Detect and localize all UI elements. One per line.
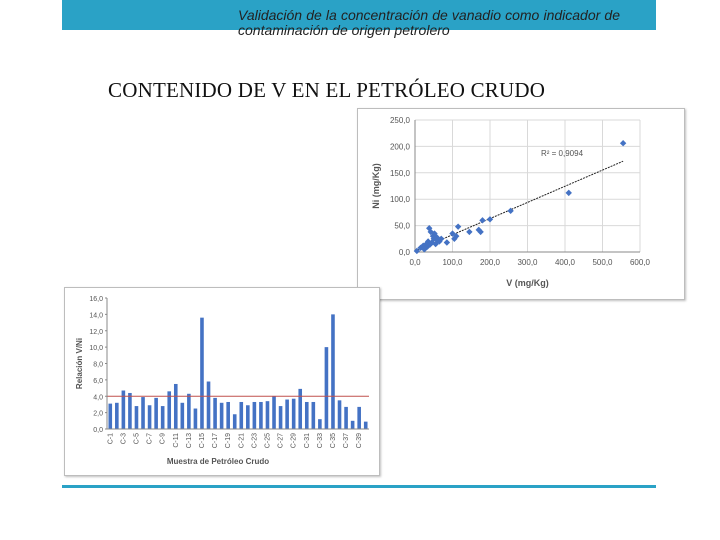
bar-y-tick-label: 2,0 <box>93 410 103 418</box>
bar-y-tick-label: 4,0 <box>93 394 103 402</box>
bar-x-tick-label: C-5 <box>133 433 141 445</box>
scatter-point <box>466 229 472 235</box>
bar-x-tick-label: C-29 <box>290 433 298 449</box>
scatter-x-tick-label: 400,0 <box>554 258 576 267</box>
bar-x-tick-label: C-7 <box>146 433 154 445</box>
bar-chart-bar <box>108 404 112 429</box>
bar-chart-bar <box>351 421 355 429</box>
bar-x-tick-label: C-3 <box>120 433 128 445</box>
scatter-point <box>620 140 626 146</box>
bar-y-tick-label: 10,0 <box>89 345 103 353</box>
bar-chart-bar <box>338 400 342 429</box>
bar-x-tick-label: C-1 <box>107 433 115 445</box>
scatter-x-tick-label: 600,0 <box>629 258 651 267</box>
bar-x-tick-label: C-25 <box>264 433 272 449</box>
bar-chart-bar <box>167 391 171 429</box>
bar-chart-bar <box>181 403 185 429</box>
bar-x-tick-label: C-39 <box>356 433 364 449</box>
scatter-point <box>487 216 493 222</box>
scatter-x-tick-label: 0,0 <box>409 258 421 267</box>
bar-x-tick-label: C-23 <box>251 433 259 449</box>
bar-y-axis-label: Relación V/Ni <box>75 337 84 390</box>
bar-x-tick-label: C-11 <box>172 433 180 448</box>
bar-chart-bar <box>233 414 237 429</box>
bar-chart-bar <box>279 406 283 429</box>
bar-chart-bar <box>364 422 368 429</box>
bar-chart-bar <box>272 396 276 429</box>
bar-chart-bar <box>148 405 152 429</box>
scatter-point <box>566 190 572 196</box>
bar-chart-bar <box>174 384 178 429</box>
scatter-point <box>455 223 461 229</box>
bar-chart-bar <box>292 399 296 429</box>
scatter-x-axis-label: V (mg/Kg) <box>506 278 549 288</box>
bar-x-tick-label: C-9 <box>159 433 167 445</box>
header-text: Validación de la concentración de vanadio como indicador de contaminación de origen petrolero <box>238 7 620 38</box>
bar-chart-bar <box>200 318 204 429</box>
scatter-y-tick-label: 200,0 <box>389 142 410 152</box>
bar-chart-bar <box>226 402 230 429</box>
bar-chart-panel <box>64 287 380 476</box>
scatter-y-tick-label: 0,0 <box>398 248 410 257</box>
scatter-r-squared-label: R² = 0,9094 <box>541 149 584 158</box>
bottom-rule <box>62 485 656 488</box>
bar-chart-bar <box>239 402 243 429</box>
bar-chart-bar <box>141 397 145 429</box>
scatter-y-tick-label: 50,0 <box>394 221 410 231</box>
bar-chart-bar <box>331 314 335 429</box>
bar-chart-bar <box>312 402 316 429</box>
bar-chart-bar <box>298 389 302 429</box>
scatter-x-tick-label: 300,0 <box>517 258 538 267</box>
bar-x-tick-label: C-31 <box>303 433 311 449</box>
bar-y-tick-label: 8,0 <box>93 361 103 369</box>
bar-chart-bar <box>187 394 191 429</box>
scatter-point <box>479 217 485 223</box>
bar-chart-bar <box>161 406 165 429</box>
bar-y-tick-label: 16,0 <box>89 296 103 303</box>
bar-x-tick-label: C-27 <box>277 433 285 449</box>
scatter-chart <box>358 109 684 299</box>
bar-chart <box>65 288 379 475</box>
scatter-trendline <box>415 161 623 251</box>
slide-title: CONTENIDO DE V EN EL PETRÓLEO CRUDO <box>108 78 546 102</box>
bar-y-tick-label: 14,0 <box>89 312 103 320</box>
bar-y-tick-label: 6,0 <box>93 377 103 385</box>
bar-chart-bar <box>259 402 263 429</box>
scatter-y-tick-label: 100,0 <box>389 195 410 205</box>
scatter-x-tick-label: 100,0 <box>442 258 463 267</box>
bar-chart-bar <box>213 398 217 429</box>
bar-x-axis-label: Muestra de Petróleo Crudo <box>166 457 270 466</box>
bar-x-tick-label: C-35 <box>329 433 337 449</box>
bar-chart-bar <box>246 405 250 429</box>
bar-chart-bar <box>305 402 309 429</box>
scatter-y-tick-label: 150,0 <box>389 168 410 178</box>
bar-chart-bar <box>325 347 329 429</box>
bar-chart-bar <box>266 401 270 429</box>
bar-chart-bar <box>115 403 119 429</box>
bar-x-tick-label: C-15 <box>198 433 206 449</box>
bar-chart-bar <box>344 407 348 429</box>
bar-x-tick-label: C-21 <box>238 433 246 449</box>
bar-x-tick-label: C-19 <box>225 433 233 449</box>
bar-chart-bar <box>253 402 257 429</box>
bar-chart-bar <box>194 409 198 429</box>
scatter-chart-panel <box>357 108 685 300</box>
bar-chart-bar <box>318 419 322 429</box>
bar-chart-bar <box>207 382 211 429</box>
bar-x-tick-label: C-17 <box>212 433 220 449</box>
bar-chart-bar <box>285 400 289 429</box>
scatter-x-tick-label: 200,0 <box>479 258 501 267</box>
bar-y-tick-label: 12,0 <box>89 328 103 336</box>
bar-x-tick-label: C-33 <box>316 433 324 449</box>
bar-chart-bar <box>220 403 224 429</box>
scatter-point <box>444 239 450 245</box>
bar-chart-bar <box>357 407 361 429</box>
scatter-y-tick-label: 250,0 <box>389 116 410 125</box>
bar-chart-bar <box>135 406 139 429</box>
bar-x-tick-label: C-13 <box>185 433 193 449</box>
bar-chart-bar <box>154 398 158 429</box>
bar-y-tick-label: 0,0 <box>93 427 103 434</box>
scatter-y-axis-label: Ni (mg/Kg) <box>371 163 381 209</box>
scatter-x-tick-label: 500,0 <box>592 258 613 267</box>
bar-chart-bar <box>128 393 132 429</box>
bar-x-tick-label: C-37 <box>343 433 351 449</box>
